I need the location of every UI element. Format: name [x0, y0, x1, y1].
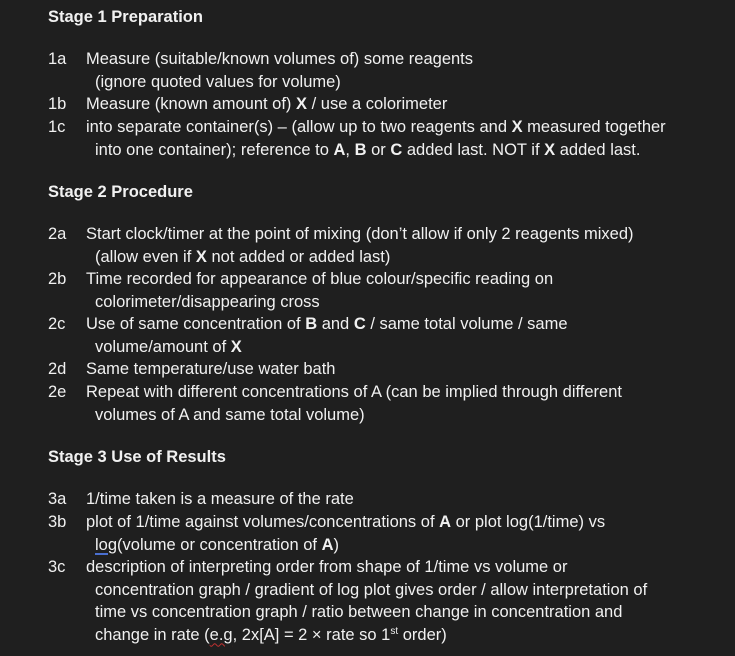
item-text-bold: X	[544, 140, 556, 159]
item-text-bold: X	[511, 118, 523, 136]
item-text-continued	[48, 336, 735, 359]
item-text: or plot log(1/time) vs	[451, 513, 606, 531]
item-text-bold: B	[354, 140, 367, 159]
item-number: 2b	[48, 270, 67, 288]
item-number: 1c	[48, 118, 66, 136]
item-text: added last. NOT if	[402, 140, 545, 159]
item-text: 1/time taken is a measure of the rate	[86, 490, 354, 508]
item-text: , 2x[A] = 2 × rate so 1	[232, 625, 391, 644]
item-text: Same temperature/use water bath	[86, 360, 336, 378]
spelling-flagged-text: e.g	[209, 625, 233, 644]
item-3c	[48, 556, 735, 646]
ordinal-superscript: st	[390, 625, 399, 637]
item-number: 2c	[48, 315, 66, 333]
item-2d	[48, 358, 735, 381]
item-text-bold: X	[230, 337, 242, 356]
item-text: or	[366, 140, 391, 159]
item-text-continued	[48, 246, 735, 269]
item-text-continued	[48, 139, 735, 162]
item-text: added last.	[555, 140, 641, 159]
item-text: Time recorded for appearance of blue colour/specific reading on	[86, 270, 554, 288]
item-text-bold: C	[353, 315, 366, 333]
item-number: 3b	[48, 513, 67, 531]
item-text: plot of 1/time against volumes/concentrations of	[86, 513, 440, 531]
item-text: )	[333, 535, 339, 554]
item-text: Measure (suitable/known volumes of) some reagents	[86, 50, 474, 68]
item-2a	[48, 223, 735, 268]
item-text: Start clock/timer at the point of mixing (don’t allow if only 2 reagents mixed)	[86, 225, 634, 243]
item-text: (allow even if	[95, 247, 196, 266]
item-text: Repeat with different concentrations of A (can be implied through different	[86, 383, 622, 401]
stage-2-title: Stage 2 Procedure	[48, 183, 193, 201]
item-text-continued	[48, 534, 735, 557]
item-3b	[48, 511, 735, 556]
item-text-continued	[48, 624, 735, 647]
item-text-continued: concentration graph / gradient of log plot gives order / allow interpretation of	[95, 580, 648, 599]
item-3a	[48, 488, 735, 511]
item-text: volume/amount of	[95, 337, 231, 356]
item-1b	[48, 93, 735, 116]
item-text-continued: (ignore quoted values for volume)	[95, 72, 341, 91]
item-text-continued: time vs concentration graph / ratio between change in concentration and	[95, 603, 623, 621]
item-text-bold: X	[195, 247, 207, 266]
stage-1-title: Stage 1 Preparation	[48, 8, 203, 26]
item-number: 3a	[48, 490, 67, 508]
item-number: 3c	[48, 558, 66, 576]
item-2e	[48, 381, 735, 426]
item-text: description of interpreting order from shape of 1/time vs volume or	[86, 558, 568, 576]
item-text: / use a colorimeter	[307, 95, 448, 113]
item-text: not added or added last)	[206, 247, 391, 266]
item-text-bold: B	[305, 315, 318, 333]
item-2c	[48, 313, 735, 358]
grammar-flagged-text: log	[95, 535, 118, 554]
item-number: 2a	[48, 225, 67, 243]
item-text: Measure (known amount of)	[86, 95, 297, 113]
item-text: into separate container(s) – (allow up to two reagents and	[86, 118, 512, 136]
item-text-bold: A	[321, 535, 334, 554]
item-text: ,	[345, 140, 355, 159]
item-text-bold: A	[333, 140, 346, 159]
item-1a	[48, 48, 735, 93]
item-text-continued: volumes of A and same total volume)	[95, 405, 365, 424]
item-text-bold: A	[439, 513, 452, 531]
item-number: 1b	[48, 95, 67, 113]
item-number: 2e	[48, 383, 67, 401]
item-text-continued: colorimeter/disappearing cross	[95, 292, 320, 311]
item-text: (volume or concentration of	[117, 535, 322, 554]
item-text: order)	[398, 625, 447, 644]
stage-3-title: Stage 3 Use of Results	[48, 448, 226, 466]
item-1c	[48, 116, 735, 161]
item-2b	[48, 268, 735, 313]
item-text: measured together	[522, 118, 666, 136]
item-text: change in rate (	[95, 625, 210, 644]
item-text: and	[317, 315, 354, 333]
item-text: into one container); reference to	[95, 140, 334, 159]
item-number: 1a	[48, 50, 67, 68]
item-text: / same total volume / same	[365, 315, 568, 333]
item-text: Use of same concentration of	[86, 315, 306, 333]
item-number: 2d	[48, 360, 67, 378]
item-text-bold: C	[390, 140, 403, 159]
item-text-bold: X	[296, 95, 308, 113]
